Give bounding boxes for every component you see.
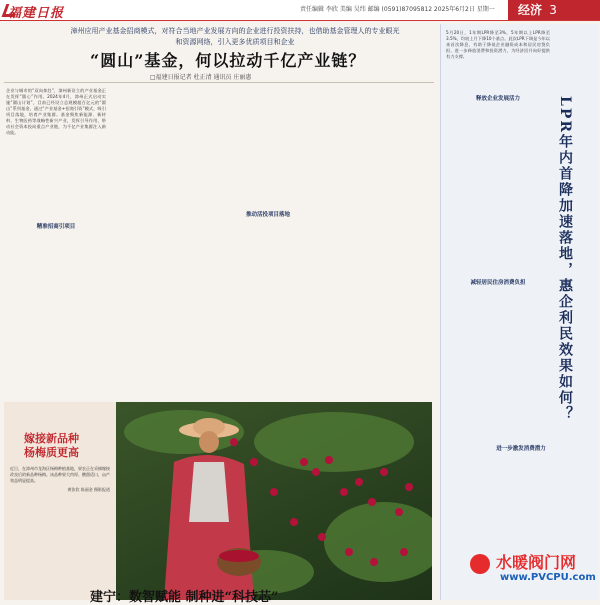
article-column-4 (324, 88, 432, 392)
feature-caption-text: 近日，在漳州市龙海区杨梅种植基地，果农正在采摘嫁接改良后的新品种杨梅。该品种果大肉厚、酸甜适口，亩产效益明显提高。 (10, 466, 110, 483)
sidebar-body-text: 5月20日，1年期LPR降至3%，5年期以上LPR降至3.5%，均较上月下降10个基点。此次LPR下调是今年以来首次降息，有助于降低企业融资成本和居民房贷负担，进一步释放消费和投资潜力，为经济回升向好提供有力支撑。 (446, 30, 550, 59)
sidebar-head-enterprise: 释放企业发展活力 (475, 96, 520, 102)
article-column-1 (6, 88, 106, 218)
sidebar-column-housing (446, 288, 596, 438)
feature-caption (10, 466, 110, 493)
feature-title-line-2: 杨梅质更高 (24, 446, 79, 459)
section-head-projects: 精准招商引项目 (36, 224, 76, 230)
article-column-2 (112, 88, 212, 392)
sidebar-title: LPR年内首降加速落地，惠企利民效果如何？ (557, 96, 573, 423)
header-meta: 责任编辑 李欣 美编 吴纬 邮编 (0591)87095812 2025年6月2日 星期一 (300, 6, 495, 13)
article-headline: “圆山”基金，何以拉动千亿产业链？ (90, 51, 366, 70)
headline-rule (4, 82, 434, 83)
sidebar-column-enterprise (446, 104, 550, 274)
article-column-3b (218, 220, 318, 392)
article-column-3 (218, 88, 318, 206)
feature-credit: 黄张钦 陈丽金 摄影报道 (67, 487, 110, 492)
section-tab (508, 0, 600, 20)
sidebar-column-intro (446, 30, 550, 90)
sidebar-head-consumption: 进一步激发消费潜力 (496, 446, 546, 452)
article-byline: □福建日报记者 杜正清 通讯员 庄丽惠 (150, 74, 252, 81)
watermark-url: www.PVCPU.com (500, 572, 596, 583)
sidebar-head-housing: 减轻居民住房消费负担 (470, 280, 526, 286)
article-subheadline: 漳州应用产业基金招商模式，对符合当地产业发展方向的企业进行投资扶持，也借助基金管理人的专业眼光和资源网络，引入更多优质项目和企业 (70, 27, 400, 46)
sidebar-column-consumption (446, 454, 596, 544)
article-body-text: 企业与城市的“双向奔赴”，漳州新设立的产业基金正在发挥“圆心”作用。2024年4月，漳州正式启动实施“圆山计划”，目前已经设立总规模超百亿元的“圆山”系列基金，通过“产业基金+招商引资”模式，吸引项目落地，培育产业集群。基金聚焦新能源、新材料、生物医药等战略性新兴产业，发挥引导作用，带动社会资本投向重点产业链，为千亿产业集群注入新动能。 (6, 88, 106, 135)
page-number: 3 (549, 3, 557, 17)
watermark-logo-icon (470, 554, 490, 574)
article-column-1b (6, 232, 106, 392)
newspaper-logo: 福建日报 (8, 6, 65, 21)
section-label: 经济 (518, 3, 543, 17)
feature-title-line-1: 嫁接新品种 (24, 432, 79, 445)
watermark-text: 水暖阀门网 (496, 553, 577, 572)
bottom-headline: 建宁：数智赋能 制种进“科技芯” (90, 590, 279, 605)
feature-title (24, 432, 79, 460)
section-head-landing: 推动活投项目落地 (245, 212, 290, 218)
